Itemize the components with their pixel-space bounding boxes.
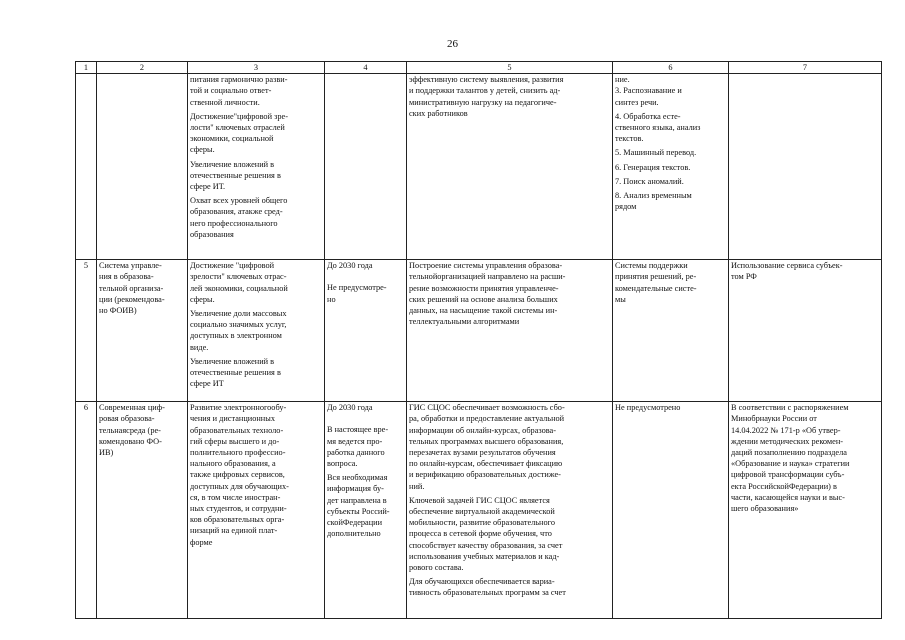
row-number: 5 <box>76 260 97 402</box>
technology-item: 8. Анализ временным рядом <box>615 191 692 212</box>
description-cell <box>407 260 613 402</box>
technology-item: 5. Машинный перевод. <box>615 148 697 158</box>
goal-text: Развитие электронногообу- чения и дистанционных образовательных техноло- гий сферы высшего и до- полнительного профессио- нального образования, а также цифровых сервисов, доступных для обучающих- ся, в том числе иностран- ных студентов, и сотрудни- ков образовательных орга- низаций на единой плат- форме <box>190 403 289 547</box>
technology-item: ние. <box>615 75 630 85</box>
technologies-cell <box>613 402 729 619</box>
deadline-text: Не предусмотре- но <box>327 283 387 304</box>
notes-text: В соответствии с распоряжением Минобрнауки России от 14.04.2022 № 171-р «Об утвер- ждении методических рекомен- даций позаполнению подраздела «Образование и наука» стратегии цифровой трансформации субъ- екта РоссийскойФедерации) в части, касающейся науки и выс- шего образования» <box>731 403 850 514</box>
technology-item: 3. Распознавание и синтез речи. <box>615 86 682 107</box>
technology-item: 4. Обработка есте- ственного языка, анализ текстов. <box>615 111 701 144</box>
column-number: 4 <box>325 62 407 74</box>
column-number: 5 <box>407 62 613 74</box>
goal-text: Увеличение доли массовых социально значимых услуг, доступных в электронном виде. <box>190 309 287 352</box>
technology-text: Системы поддержки принятия решений, ре- комендательные систе- мы <box>615 261 697 304</box>
goal-text: Достижение "цифровой зрелости" ключевых отрас- лей экономики, социальной сферы. <box>190 261 288 304</box>
deadline-cell <box>325 74 407 260</box>
goal-text: Охват всех уровней общего образования, атакже сред- него профессионального образования <box>190 196 288 239</box>
deadline-cell <box>325 260 407 402</box>
notes-cell <box>729 402 882 619</box>
technologies-cell <box>613 260 729 402</box>
deadline-text: До 2030 года <box>327 403 373 413</box>
direction-cell <box>97 260 188 402</box>
deadline-text: В настоящее вре- мя ведется про- работка данного вопроса. <box>327 425 389 469</box>
description-text: ГИС СЦОС обеспечивает возможность сбо- ра, обработки и предоставление актуальной информации об онлайн-курсах, образова- тельных программах высшего образования, перезачетах вузами результатов обучения по онлайн-курсам, обеспечивает фиксацию и верификацию образовательных достиже- ний. <box>409 403 565 491</box>
row-number: 6 <box>76 402 97 619</box>
goal-text: Увеличение вложений в отечественные решения в сфере ИТ <box>190 356 281 389</box>
goals-cell <box>188 402 325 619</box>
description-cell <box>407 402 613 619</box>
row-number-cell <box>76 74 97 260</box>
deadline-text: До 2030 года <box>327 261 373 271</box>
direction-cell <box>97 74 188 260</box>
direction-text: Современная циф- ровая образова- тельнаясреда (ре- комендовано ФО- ИВ) <box>99 403 165 458</box>
direction-cell <box>97 402 188 619</box>
deadline-cell <box>325 402 407 619</box>
table-row-5 <box>76 260 882 402</box>
technology-item: 6. Генерация текстов. <box>615 162 691 172</box>
description-text: эффективную систему выявления, развития и поддержки талантов у детей, снизить ад- министративную нагрузку на педагогиче- ских работников <box>409 75 564 118</box>
column-number: 7 <box>729 62 882 74</box>
description-text: Ключевой задачей ГИС СЦОС является обеспечение виртуальной академической мобильности, развитие образовательного процесса в сетевой форме обучения, что способствует качеству образования, за счет использования учебных материалов и кад- рового состава. <box>409 495 563 573</box>
deadline-text: Вся необходимая информация бу- дет направлена в субъекты Россий- скойФедерации дополнительно <box>327 473 390 539</box>
column-number: 1 <box>76 62 97 74</box>
direction-text: Система управле- ния в образова- тельной организа- ции (рекомендова- но ФОИВ) <box>99 261 165 316</box>
notes-cell <box>729 260 882 402</box>
column-number: 2 <box>97 62 188 74</box>
description-text: Для обучающихся обеспечивается вариа- тивность образовательных программ за счет <box>409 577 566 598</box>
technology-item: 7. Поиск аномалий. <box>615 176 684 186</box>
goals-cell <box>188 74 325 260</box>
goal-text: Увеличение вложений в отечественные решения в сфере ИТ. <box>190 159 281 192</box>
strategy-table <box>75 61 882 619</box>
description-text: Построение системы управления образова- тельнойорганизацией направлено на расши- рение возможности принятия управленче- ских решений на основе анализа больших данных, на насыщение такой системы ин- теллектуальными алгоритмами <box>409 261 566 327</box>
column-number: 3 <box>188 62 325 74</box>
technologies-cell <box>613 74 729 260</box>
technology-text: Не предусмотрено <box>615 403 681 413</box>
goal-text: Достижение"цифровой зре- лости" ключевых отраслей экономики, социальной сферы. <box>190 111 288 155</box>
description-cell <box>407 74 613 260</box>
page-number: 26 <box>447 38 458 50</box>
table-row-6 <box>76 402 882 619</box>
notes-cell <box>729 74 882 260</box>
table-row-continuation <box>76 74 882 260</box>
goal-text: питания гармонично разви- той и социально ответ- ственной личности. <box>190 75 288 107</box>
column-number: 6 <box>613 62 729 74</box>
notes-text: Использование сервиса субъек- том РФ <box>731 261 843 282</box>
column-number-row <box>76 62 882 74</box>
goals-cell <box>188 260 325 402</box>
